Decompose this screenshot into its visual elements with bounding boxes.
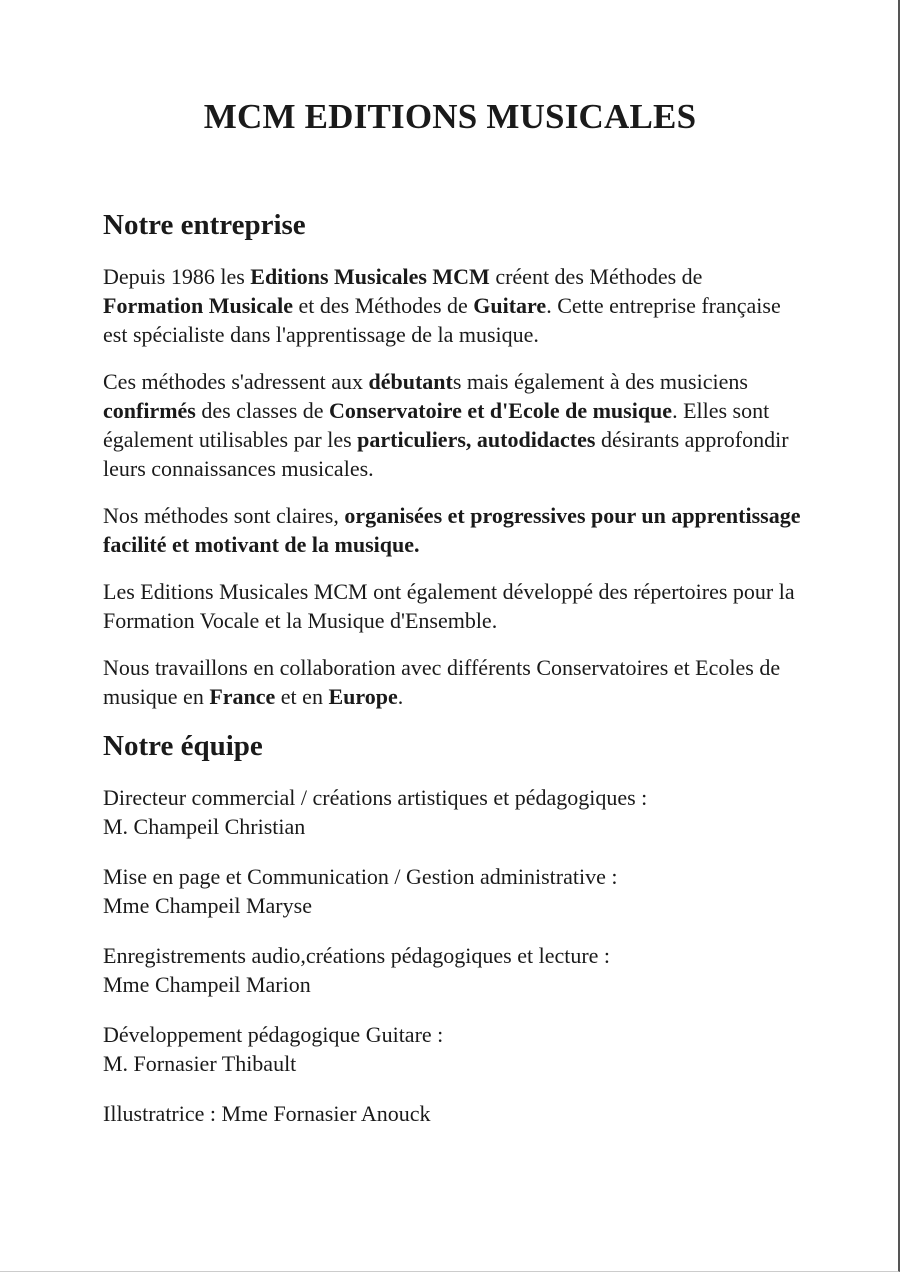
- section-heading-equipe: Notre équipe: [103, 730, 263, 762]
- team-member-illustrator: Illustratrice : Mme Fornasier Anouck: [103, 1101, 431, 1126]
- paragraph-history: Depuis 1986 les Editions Musicales MCM créent des Méthodes de Formation Musicale et des Méthodes de Guitare. Cette entreprise française est spécialiste dans l'apprentissage de la musique.: [103, 264, 781, 347]
- team-name: Mme Champeil Marion: [103, 972, 311, 997]
- team-member: [103, 941, 803, 999]
- team-name: Mme Champeil Maryse: [103, 893, 312, 918]
- document-body: [103, 205, 803, 1128]
- team-member: [103, 783, 803, 841]
- page-title: MCM EDITIONS MUSICALES: [203, 97, 697, 136]
- paragraph-methods: Nos méthodes sont claires, organisées et progressives pour un apprentissage facilité et motivant de la musique.: [103, 503, 801, 557]
- team-role: Mise en page et Communication / Gestion administrative :: [103, 864, 618, 889]
- team-role: Enregistrements audio,créations pédagogiques et lecture :: [103, 943, 611, 968]
- team-name: M. Champeil Christian: [103, 814, 306, 839]
- team-role: Développement pédagogique Guitare :: [103, 1022, 444, 1047]
- team-role: Directeur commercial / créations artistiques et pédagogiques :: [103, 785, 648, 810]
- team-member: [103, 862, 803, 920]
- paragraph-collaboration: Nous travaillons en collaboration avec différents Conservatoires et Ecoles de musique en France et en Europe.: [103, 655, 781, 709]
- section-heading-entreprise: Notre entreprise: [103, 209, 306, 241]
- paragraph-repertoires: Les Editions Musicales MCM ont également développé des répertoires pour la Formation Vocale et la Musique d'Ensemble.: [103, 579, 795, 633]
- team-member: [103, 1020, 803, 1078]
- paragraph-audience: Ces méthodes s'adressent aux débutants mais également à des musiciens confirmés des classes de Conservatoire et d'Ecole de musique. Elles sont également utilisables par les particuliers, autodidactes désirants approfondir leurs connaissances musicales.: [103, 369, 789, 481]
- team-name: M. Fornasier Thibault: [103, 1051, 297, 1076]
